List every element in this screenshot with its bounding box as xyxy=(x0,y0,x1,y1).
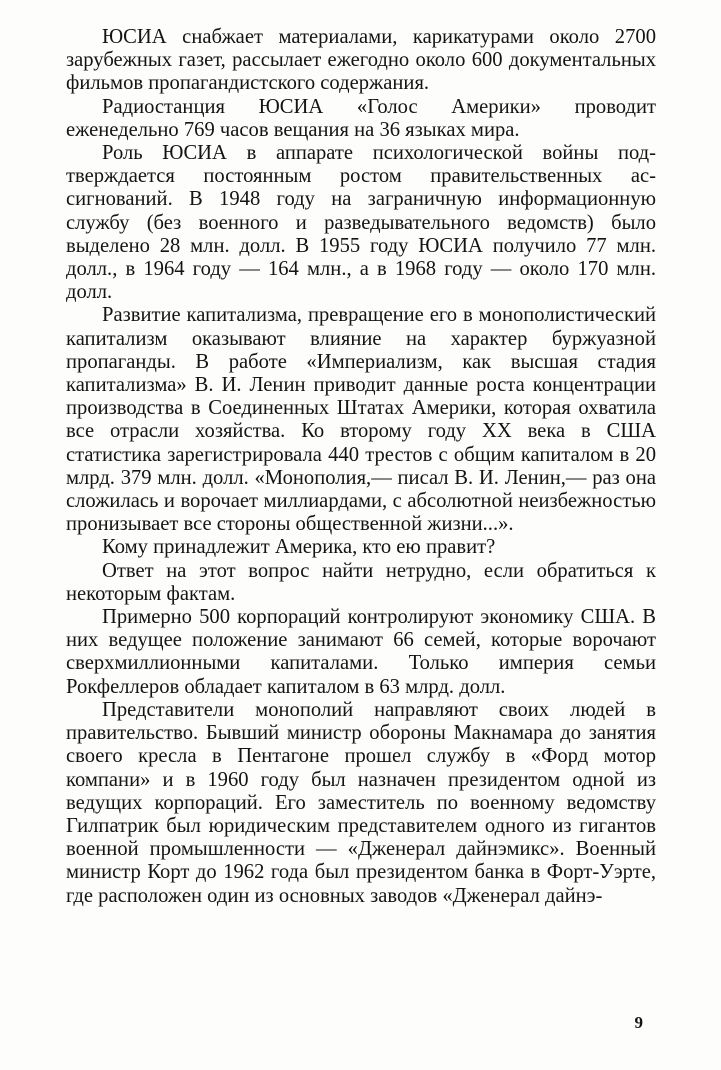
paragraph-usia-materials: ЮСИА снабжает материалами, карикатурами около 2700 зарубежных газет, рассылает ежегодно около 600 документальных фильмов пропагандистского содержания. xyxy=(66,26,656,95)
paragraph-monopoly-capitalism: Развитие капитализма, превращение его в монополистический капитализм оказывают влияние на характер буржуазной пропаганды. В работе «Империализм, как высшая стадия капитализма» В. И. Ленин приводит данные роста концентрации производства в Соединенных Штатах Америки, которая охватила все отрасли хозяйства. Ко второму году XX века в США статистика зарегистрировала 440 трестов с общим капиталом в 20 млрд. 379 млн. долл. «Монополия,— писал В. И. Ленин,— раз она сложилась и ворочает миллиардами, с абсолютной неизбежностью пронизывает все стороны общественной жизни...». xyxy=(66,304,656,536)
page-number: 9 xyxy=(634,1013,643,1032)
paragraph-corporations: Примерно 500 корпораций контролируют экономику США. В них ведущее положение занимают 66 семей, которые ворочают сверхмиллионными капиталами. Только империя семьи Рокфеллеров обладает капиталом в 63 млрд. долл. xyxy=(66,606,656,698)
paragraph-answer-facts: Ответ на этот вопрос найти нетрудно, если обратиться к некоторым фактам. xyxy=(66,559,656,605)
paragraph-monopoly-representatives: Представители монополий направляют своих людей в правительство. Бывший министр обороны Макнамара до занятия своего кресла в Пентагоне прошел службу в «Форд мотор компани» и в 1960 году был назначен президентом одной из ведущих корпораций. Его заместитель по военному ведомству Гилпатрик был юридическим представителем одного из гигантов военной промышленности — «Дженерал дайнэмикс». Военный министр Корт до 1962 года был президентом банка в Форт-Уэрте, где расположен один из основных заводов «Дженерал дайнэ- xyxy=(66,698,656,907)
paragraph-voice-of-america: Радиостанция ЮСИА «Голос Америки» проводит еженедельно 769 часов вещания на 36 языках мира. xyxy=(66,95,656,141)
paragraph-who-owns-america: Кому принадлежит Америка, кто ею правит? xyxy=(102,536,496,559)
paragraph-usia-funding: Роль ЮСИА в аппарате психологической войны подтверждается постоянным ростом правительственных ассигнований. В 1948 году на заграничную информационную службу (без военного и разведывательного ведомств) было выделено 28 млн. долл. В 1955 году ЮСИА получило 77 млн. долл., в 1964 году — 164 млн., а в 1968 году — около 170 млн. долл. xyxy=(66,142,656,304)
body-text xyxy=(66,26,656,908)
